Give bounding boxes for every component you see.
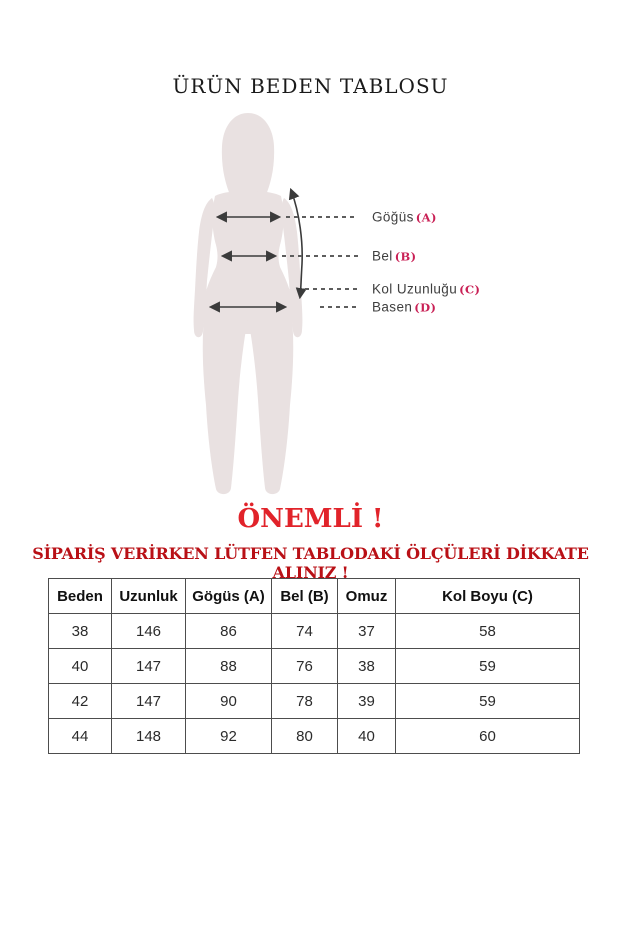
measure-label-arm-length-code: (C)	[459, 282, 481, 297]
cell-uzunluk: 147	[112, 684, 186, 719]
page-title: ÜRÜN BEDEN TABLOSU	[172, 74, 449, 98]
cell-bel: 76	[272, 649, 338, 684]
cell-gogus: 90	[186, 684, 272, 719]
cell-gogus: 86	[186, 614, 272, 649]
measure-label-waist-text: Bel	[372, 248, 393, 264]
table-row	[49, 614, 580, 649]
table-row	[49, 649, 580, 684]
cell-gogus: 88	[186, 649, 272, 684]
cell-bel: 74	[272, 614, 338, 649]
measure-label-arm-length-text: Kol Uzunluğu	[372, 281, 458, 297]
measure-label-chest-text: Göğüs	[372, 209, 414, 225]
cell-kol-boyu: 59	[396, 649, 580, 684]
cell-uzunluk: 146	[112, 614, 186, 649]
important-subheading: SİPARİŞ VERİRKEN LÜTFEN TABLODAKİ ÖLÇÜLERİ DİKKATE ALINIZ !	[32, 544, 589, 582]
col-header-kol-boyu: Kol Boyu (C)	[396, 579, 580, 614]
table-row	[49, 684, 580, 719]
measure-label-arm-length	[372, 282, 480, 297]
female-silhouette	[194, 113, 303, 494]
cell-beden: 44	[49, 719, 112, 754]
important-heading: ÖNEMLİ !	[237, 504, 384, 534]
measure-label-chest-code: (A)	[415, 210, 437, 225]
measure-label-hip	[372, 300, 436, 315]
measure-label-hip-text: Basen	[372, 299, 413, 315]
cell-uzunluk: 148	[112, 719, 186, 754]
cell-omuz: 38	[338, 649, 396, 684]
size-table-header-row	[49, 579, 580, 614]
cell-kol-boyu: 58	[396, 614, 580, 649]
cell-beden: 40	[49, 649, 112, 684]
col-header-uzunluk: Uzunluk	[112, 579, 186, 614]
cell-kol-boyu: 59	[396, 684, 580, 719]
measure-label-chest	[372, 210, 437, 225]
measure-label-waist	[372, 249, 417, 264]
cell-gogus: 92	[186, 719, 272, 754]
cell-beden: 38	[49, 614, 112, 649]
col-header-omuz: Omuz	[338, 579, 396, 614]
col-header-gogus: Gögüs (A)	[186, 579, 272, 614]
cell-omuz: 37	[338, 614, 396, 649]
cell-uzunluk: 147	[112, 649, 186, 684]
table-row	[49, 719, 580, 754]
size-table	[48, 578, 580, 754]
cell-kol-boyu: 60	[396, 719, 580, 754]
cell-beden: 42	[49, 684, 112, 719]
col-header-bel: Bel (B)	[272, 579, 338, 614]
measure-label-waist-code: (B)	[394, 249, 417, 264]
cell-omuz: 39	[338, 684, 396, 719]
measure-label-hip-code: (D)	[414, 300, 437, 315]
cell-bel: 78	[272, 684, 338, 719]
cell-omuz: 40	[338, 719, 396, 754]
col-header-beden: Beden	[49, 579, 112, 614]
cell-bel: 80	[272, 719, 338, 754]
